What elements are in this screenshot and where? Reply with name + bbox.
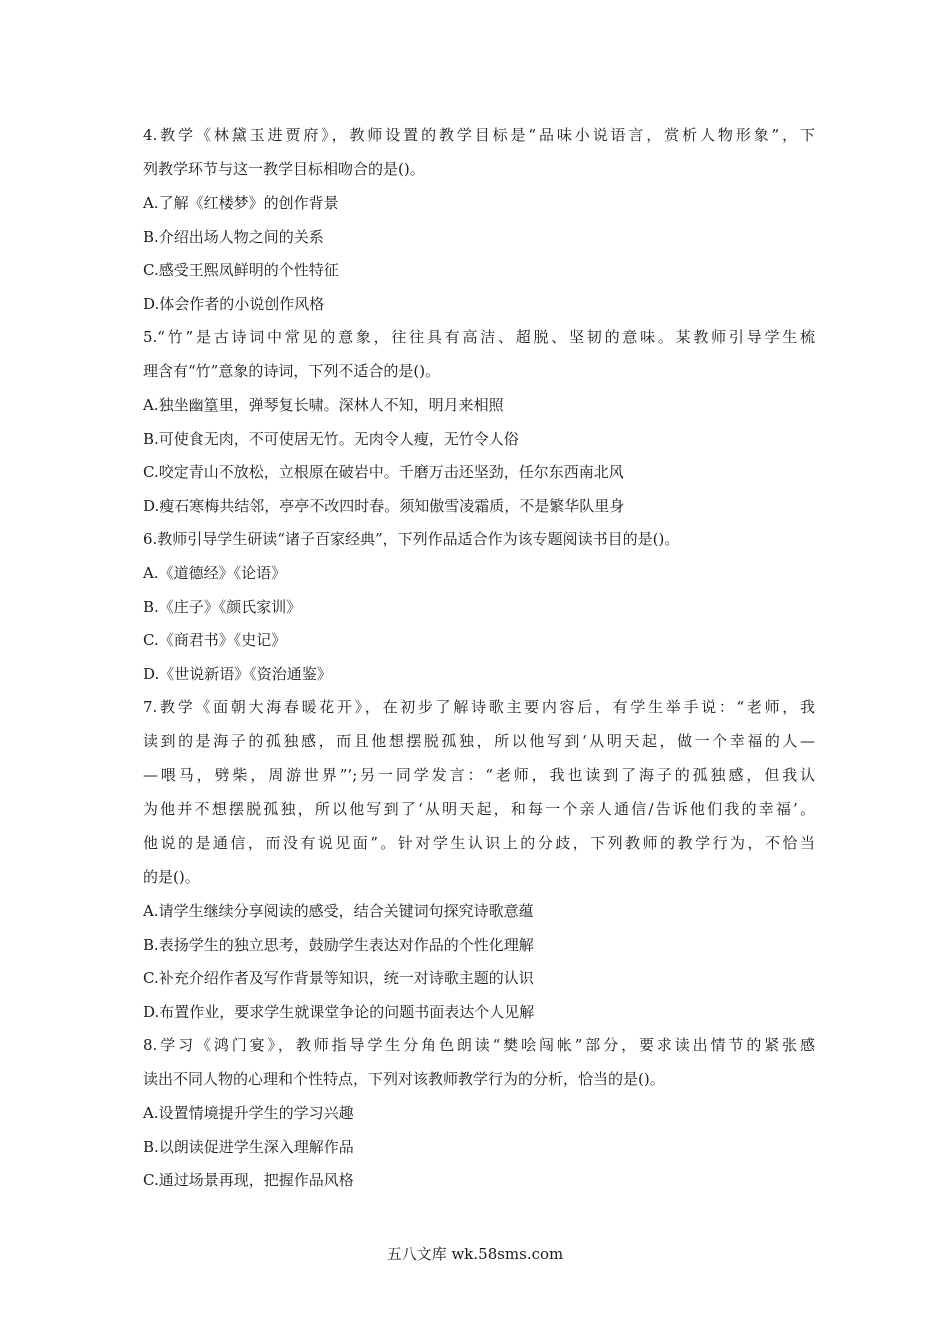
option-a: A.设置情境提升学生的学习兴趣 [143,1104,354,1122]
question-stem-line: 理含有“竹”意象的诗词，下列不适合的是()。 [143,362,441,380]
question-stem-line: 列教学环节与这一教学目标相吻合的是()。 [143,160,425,178]
option-d: D.《世说新语》《资治通鉴》 [143,664,332,683]
option-b: B.《庄子》《颜氏家训》 [143,597,302,616]
question-stem-line: 他说的是通信，而没有说见面”。针对学生认识上的分歧，下列教师的教学行为，不恰当 [143,834,815,852]
question-stem-line: 为他并不想摆脱孤独，所以他写到了‘从明天起，和每一个亲人通信/告诉他们我的幸福’。 [143,800,815,818]
question-stem-line: 7.教学《面朝大海春暖花开》，在初步了解诗歌主要内容后，有学生举手说：“老师，我 [143,698,815,716]
option-c: C.补充介绍作者及写作背景等知识，统一对诗歌主题的认识 [143,969,534,987]
question-stem-line: 5.“竹”是古诗词中常见的意象，往往具有高洁、超脱、坚韧的意味。某教师引导学生梳 [143,328,815,346]
document-body [143,125,815,1204]
option-b: B.表扬学生的独立思考，鼓励学生表达对作品的个性化理解 [143,935,534,954]
question-8 [143,1035,815,1190]
option-c: C.通过场景再现，把握作品风格 [143,1171,354,1189]
option-b: B.可使食无肉，不可使居无竹。无肉令人瘦，无竹令人俗 [143,429,519,448]
question-stem-line: 的是()。 [143,868,200,886]
option-b: B.以朗读促进学生深入理解作品 [143,1137,354,1156]
question-7 [143,697,815,1022]
page-footer: 五八文库 wk.58sms.com [386,1245,564,1263]
option-a: A.请学生继续分享阅读的感受，结合关键词句探究诗歌意蕴 [143,902,534,920]
question-stem-line: 4.教学《林黛玉进贾府》，教师设置的教学目标是“品味小说语言，赏析人物形象”，下 [143,126,815,144]
option-a: A.《道德经》《论语》 [143,564,287,582]
option-c: C.咬定青山不放松，立根原在破岩中。千磨万击还坚劲，任尔东西南北风 [143,463,624,481]
option-d: D.布置作业，要求学生就课堂争论的问题书面表达个人见解 [143,1002,535,1021]
question-stem-line: 读到的是海子的孤独感，而且他想摆脱孤独，所以他写到‘从明天起，做一个幸福的人— [143,732,815,750]
option-c: C.感受王熙凤鲜明的个性特征 [143,261,339,279]
question-stem-line: 读出不同人物的心理和个性特点，下列对该教师教学行为的分析，恰当的是()。 [143,1070,665,1088]
option-a: A.了解《红楼梦》的创作背景 [143,194,339,212]
question-4 [143,125,815,314]
option-d: D.体会作者的小说创作风格 [143,294,325,313]
option-d: D.瘦石寒梅共结邻，亭亭不改四时春。须知傲雪凌霜质，不是繁华队里身 [143,496,625,515]
question-stem-line: 6.教师引导学生研读“诸子百家经典”，下列作品适合作为该专题阅读书目的是()。 [143,530,680,548]
option-b: B.介绍出场人物之间的关系 [143,227,324,246]
option-c: C.《商君书》《史记》 [143,631,287,649]
option-a: A.独坐幽篁里，弹琴复长啸。深林人不知，明月来相照 [143,396,504,414]
question-6 [143,529,815,684]
question-5 [143,327,815,516]
question-stem-line: —喂马，劈柴，周游世界”’;另一同学发言：“老师，我也读到了海子的孤独感，但我认 [143,766,815,784]
question-stem-line: 8.学习《鸿门宴》，教师指导学生分角色朗读“樊哙闯帐”部分，要求读出情节的紧张感 [143,1036,815,1054]
